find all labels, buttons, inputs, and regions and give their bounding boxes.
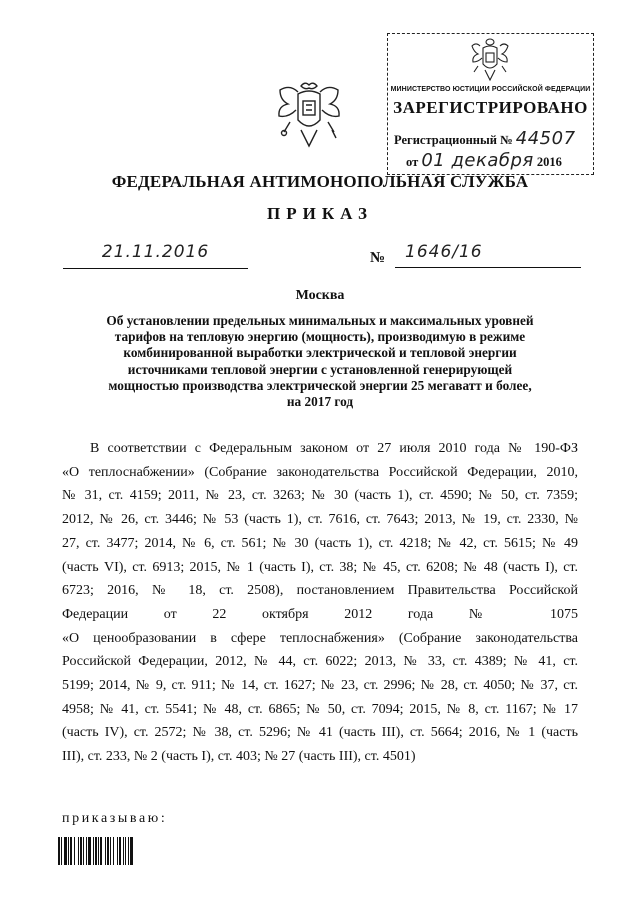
- paragraph-line: (часть IV), ст. 2572; № 38, ст. 5296; № 41 (часть III), ст. 5664; 2016, № 1 (часть: [62, 725, 578, 741]
- stamp-reg-label: Регистрационный №: [394, 133, 513, 147]
- paragraph-line: «О теплоснабжении» (Собрание законодательства Российской Федерации, 2010,: [62, 464, 578, 480]
- barcode-icon: [58, 837, 170, 865]
- paragraph-line: 27, ст. 3477; 2014, № 6, ст. 561; № 30 (часть 1), ст. 4218; № 42, ст. 5615; № 49: [62, 535, 578, 551]
- subject-line: тарифов на тепловую энергию (мощность), производимую в режиме: [114, 329, 526, 345]
- subject-line: Об установлении предельных минимальных и максимальных уровней: [106, 313, 534, 328]
- agency-title: ФЕДЕРАЛЬНАЯ АНТИМОНОПОЛЬНАЯ СЛУЖБА: [111, 172, 529, 191]
- order-subject: [60, 313, 580, 410]
- stamp-registration-number-line: [394, 128, 576, 149]
- stamp-eagle-emblem-icon: [468, 36, 512, 82]
- document-type-title: ПРИКАЗ: [267, 204, 373, 223]
- paragraph-line: В соответствии с Федеральным законом от 27 июля 2010 года № 190-ФЗ: [90, 441, 578, 456]
- paragraph-line: Федерации от 22 октября 2012 года № 1075: [62, 606, 578, 622]
- paragraph-line: 6723; 2016, № 18, ст. 2508), постановлением Правительства Российской: [62, 583, 578, 599]
- subject-line: источниками тепловой энергии с установленной генерирующей: [127, 361, 513, 377]
- number-sign: №: [370, 250, 386, 266]
- registration-stamp: [387, 33, 594, 175]
- order-number-field: [395, 244, 581, 268]
- stamp-ministry-name: МИНИСТЕРСТВО ЮСТИЦИИ РОССИЙСКОЙ ФЕДЕРАЦИИ: [390, 86, 591, 93]
- city-name: Москва: [295, 288, 345, 303]
- paragraph-line: № 31, ст. 4159; 2011, № 23, ст. 3263; № 30 (часть 1), ст. 4590; № 50, ст. 7359;: [62, 488, 578, 504]
- paragraph-line: 4958; № 41, ст. 5541; № 48, ст. 6865; № 50, ст. 7094; 2015, № 8, ст. 1167; № 17: [62, 701, 578, 717]
- subject-line: мощностью производства электрической энергии 25 мегаватт и более,: [108, 377, 532, 393]
- order-date: 21.11.2016: [101, 242, 210, 262]
- stamp-reg-number: 44507: [515, 128, 576, 149]
- order-date-field: [63, 244, 248, 269]
- subject-line: на 2017 год: [286, 394, 354, 410]
- subject-line: комбинированной выработки электрической и тепловой энергии: [123, 345, 517, 361]
- eagle-emblem-icon: [276, 80, 342, 150]
- paragraph-line: Российской Федерации, 2012, № 44, ст. 6022; 2013, № 33, ст. 4389; № 41, ст.: [62, 654, 578, 670]
- stamp-date-line: [406, 150, 562, 171]
- stamp-date-value: 01 декабря: [421, 150, 534, 171]
- stamp-registered-label: ЗАРЕГИСТРИРОВАНО: [393, 98, 588, 117]
- stamp-date-prefix: от: [406, 155, 419, 169]
- paragraph-line: 2012, № 26, ст. 3446; № 53 (часть 1), ст. 7616, ст. 7643; 2013, № 19, ст. 2330, №: [62, 512, 578, 528]
- preamble-paragraph: [62, 437, 578, 769]
- stamp-year: 2016: [536, 155, 562, 169]
- paragraph-line: «О ценообразовании в сфере теплоснабжения» (Собрание законодательства: [62, 630, 578, 646]
- order-word: приказываю:: [62, 811, 168, 826]
- order-number: 1646/16: [405, 242, 483, 262]
- paragraph-line: (часть VI), ст. 6913; 2015, № 1 (часть I), ст. 38; № 45, ст. 6208; № 48 (часть I), ст.: [62, 559, 578, 575]
- paragraph-line: III), ст. 233, № 2 (часть I), ст. 403; № 27 (часть III), ст. 4501): [62, 749, 416, 765]
- paragraph-line: 5199; 2014, № 9, ст. 911; № 14, ст. 1627; № 23, ст. 2996; № 28, ст. 4050; № 37, ст.: [62, 678, 578, 694]
